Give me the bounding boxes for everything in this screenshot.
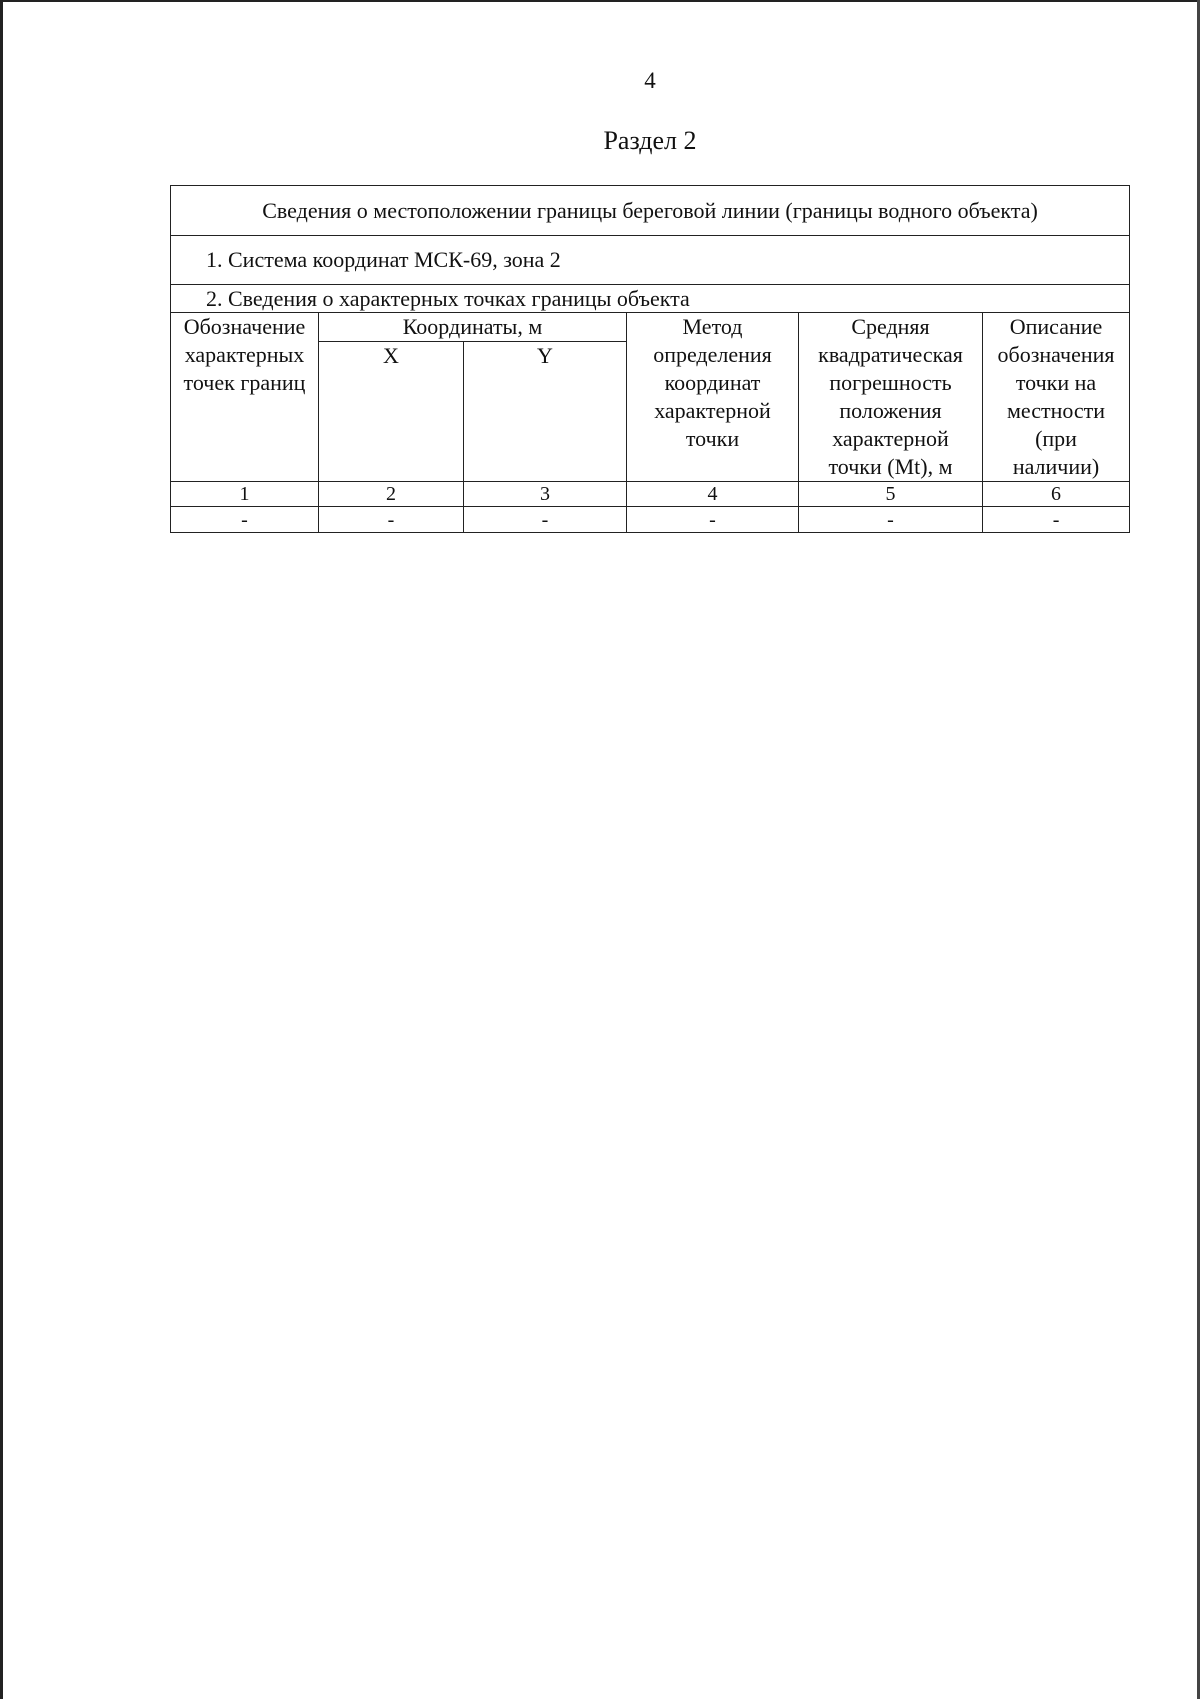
coordinate-system-row [171, 236, 1130, 285]
points-title: 2. Сведения о характерных точках границы объекта [171, 285, 1130, 313]
table-cell: - [319, 507, 464, 533]
header-y: Y [464, 342, 627, 482]
header-designation [171, 313, 319, 482]
table-cell: - [983, 507, 1130, 533]
column-number: 4 [627, 482, 799, 507]
header-description [983, 313, 1130, 482]
header-method-label: Метод определения координат характерной точки [653, 314, 772, 451]
column-number: 5 [799, 482, 983, 507]
header-error [799, 313, 983, 482]
header-description-label: Описание обозначения точки на местности (при наличии) [997, 314, 1115, 479]
points-title-row [171, 285, 1130, 313]
header-coordinates: Координаты, м [319, 313, 627, 342]
section-title: Раздел 2 [603, 126, 697, 155]
table-cell: - [464, 507, 627, 533]
header-error-label: Средняя квадратическая погрешность положения характерной точки (Mt), м [818, 314, 963, 479]
column-number: 3 [464, 482, 627, 507]
table-heading: Сведения о местоположении границы береговой линии (границы водного объекта) [171, 186, 1130, 236]
header-x: X [319, 342, 464, 482]
header-method [627, 313, 799, 482]
table-cell: - [627, 507, 799, 533]
scan-edge-left [0, 0, 3, 1699]
scan-edge-top [0, 0, 1200, 2]
column-number: 6 [983, 482, 1130, 507]
table-row [171, 507, 1130, 533]
column-number: 1 [171, 482, 319, 507]
table-cell: - [171, 507, 319, 533]
column-number-row [171, 482, 1130, 507]
column-number: 2 [319, 482, 464, 507]
shoreline-boundary-table [170, 185, 1130, 533]
coordinate-system: 1. Система координат МСК-69, зона 2 [171, 236, 1130, 285]
column-header-row [171, 313, 1130, 342]
header-designation-label: Обозначение характерных точек границ [183, 314, 306, 395]
table-cell: - [799, 507, 983, 533]
table-heading-row [171, 186, 1130, 236]
page-number: 4 [644, 68, 656, 93]
